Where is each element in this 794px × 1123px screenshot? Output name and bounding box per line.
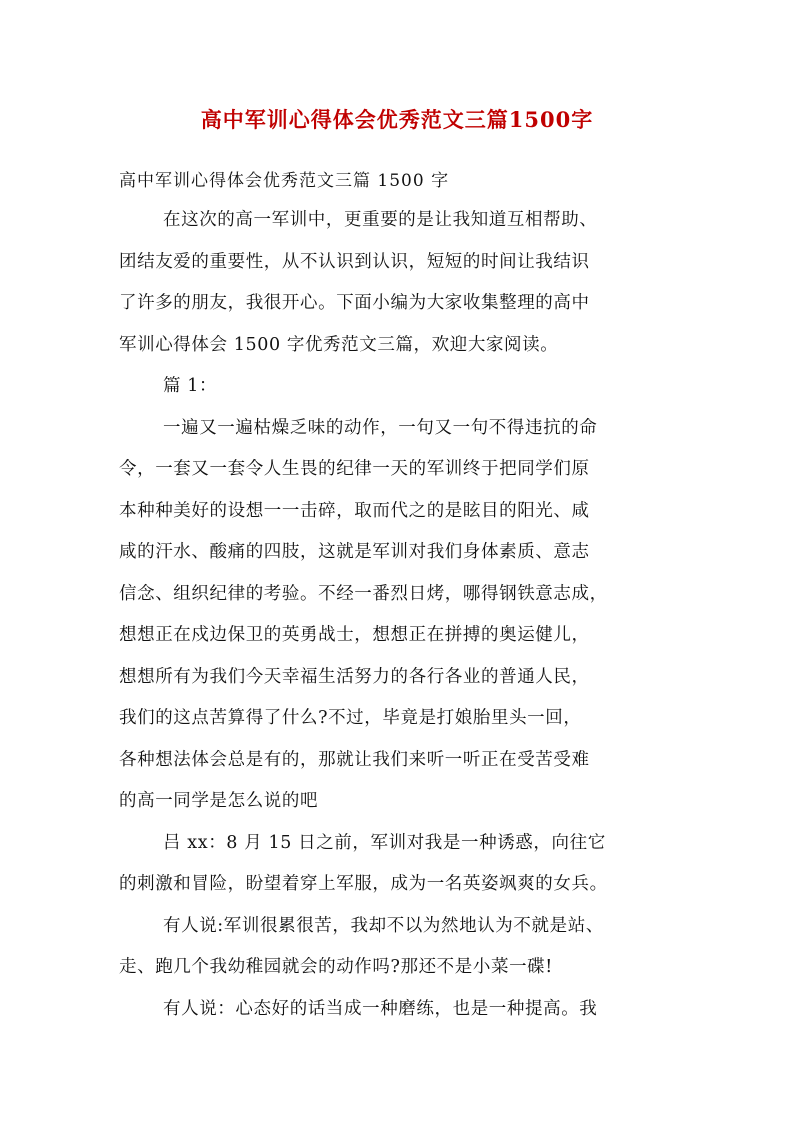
text-line: 我们的这点苦算得了什么?不过，毕竟是打娘胎里头一回， [119,708,582,728]
text-line: 一遍又一遍枯燥乏味的动作，一句又一句不得违抗的命 [163,417,598,438]
text-line: 想想正在戍边保卫的英勇战士，想想正在拼搏的奥运健儿， [119,625,590,645]
text-line: 有人说:军训很累很苦，我却不以为然地认为不就是站、 [163,915,604,936]
document-body [119,200,675,1030]
text-line: 各种想法体会总是有的，那就让我们来听一听正在受苦受难 [119,749,590,770]
text-line: 信念、组织纪律的考验。不经一番烈日烤，哪得钢铁意志成， [119,583,608,604]
paragraph-1 [119,408,675,823]
text-line: 的刺激和冒险，盼望着穿上军服，成为一名英姿飒爽的女兵。 [119,874,608,894]
document-subtitle: 高中军训心得体会优秀范文三篇 1500 字 [119,171,450,191]
paragraph-2 [119,823,675,906]
section-label-paragraph [119,366,675,408]
text-line: 了许多的朋友，我很开心。下面小编为大家收集整理的高中 [119,293,590,313]
text-line: 想想所有为我们今天幸福生活努力的各行各业的普通人民， [119,666,590,687]
text-line: 咸的汗水、酸痛的四肢，这就是军训对我们身体素质、意志 [119,542,590,562]
section-label: 篇 1： [163,376,218,396]
text-line: 的高一同学是怎么说的吧 [119,791,319,811]
paragraph-3 [119,906,675,989]
text-line: 团结友爱的重要性，从不认识到认识，短短的时间让我结识 [119,251,590,272]
paragraph-4 [119,989,675,1031]
text-line: 军训心得体会 1500 字优秀范文三篇，欢迎大家阅读。 [119,334,559,355]
text-line: 本种种美好的设想一一击碎，取而代之的是眩目的阳光、咸 [119,500,590,521]
document-title: 高中军训心得体会优秀范文三篇1500字 [200,107,594,132]
text-line: 令，一套又一套令人生畏的纪律一天的军训终于把同学们原 [119,459,590,479]
text-line: 有人说：心态好的话当成一种磨练，也是一种提高。我 [163,998,598,1019]
intro-paragraph [119,200,675,366]
text-line: 走、跑几个我幼稚园就会的动作吗?那还不是小菜一碟! [119,957,553,977]
text-line: 在这次的高一军训中，更重要的是让我知道互相帮助、 [163,210,598,230]
text-line: 吕 xx：8 月 15 日之前，军训对我是一种诱惑，向往它 [163,832,606,853]
